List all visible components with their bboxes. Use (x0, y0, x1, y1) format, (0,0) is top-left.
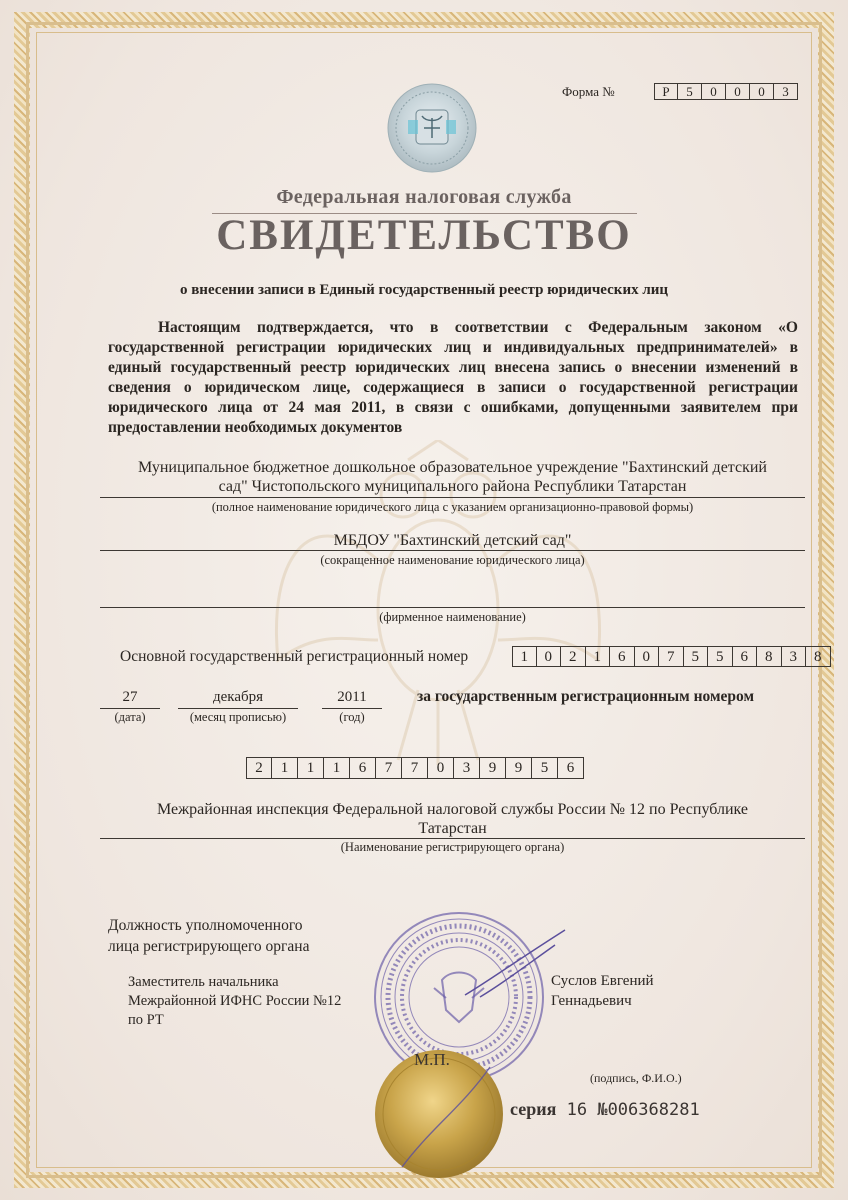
stamp-place-label: М.П. (414, 1050, 450, 1069)
full-name-underline (100, 497, 805, 498)
grn-digit: 9 (480, 757, 506, 779)
ogrn-digit: 8 (757, 646, 782, 667)
ogrn-digit: 1 (512, 646, 537, 667)
form-code-cell: 0 (750, 83, 774, 100)
position-label-line2: лица регистрирующего органа (108, 938, 310, 955)
ogrn-label: Основной государственный регистрационный номер (120, 648, 469, 665)
date-year: 2011 (337, 689, 367, 705)
certificate-subtitle: о внесении записи в Единый государственный реестр юридических лиц (179, 282, 669, 298)
certificate-title: СВИДЕТЕЛЬСТВО (216, 212, 632, 259)
date-month-caption: (месяц прописью) (189, 710, 287, 724)
grn-digit: 1 (272, 757, 298, 779)
date-day: 27 (122, 689, 138, 705)
form-code-cell: Р (654, 83, 678, 100)
signatory-name-line2: Геннадьевич (551, 993, 632, 1009)
entity-short-name: МБДОУ "Бахтинский детский сад" (333, 532, 572, 549)
agency-name: Федеральная налоговая служба (276, 186, 572, 208)
grn-digit: 0 (428, 757, 454, 779)
brand-name-caption: (фирменное наименование) (379, 610, 526, 624)
brand-name-underline (100, 607, 805, 608)
ogrn-digit: 0 (635, 646, 660, 667)
ogrn-digit: 8 (806, 646, 831, 667)
form-code-cell: 3 (774, 83, 798, 100)
grn-digit: 3 (454, 757, 480, 779)
short-name-underline (100, 550, 805, 551)
ogrn-digit: 1 (586, 646, 611, 667)
entity-full-name-line2: сад" Чистопольского муниципального района Республики Татарстан (218, 478, 687, 495)
ogrn-digit: 5 (684, 646, 709, 667)
date-day-caption: (дата) (114, 710, 146, 724)
series-number (510, 1099, 700, 1120)
authority-underline (100, 838, 805, 839)
form-code-cells (654, 83, 798, 100)
ogrn-digit: 6 (733, 646, 758, 667)
grn-digit: 2 (246, 757, 272, 779)
position-label (108, 915, 309, 957)
grn-cells (246, 757, 584, 779)
form-label: Форма № (562, 84, 615, 99)
position-line3: по РТ (128, 1012, 164, 1028)
date-day-underline (100, 708, 160, 709)
grn-digit: 6 (558, 757, 584, 779)
authority-name-line2: Татарстан (418, 820, 487, 837)
grn-digit: 5 (532, 757, 558, 779)
grn-digit: 9 (506, 757, 532, 779)
ogrn-digit: 5 (708, 646, 733, 667)
position-line2: Межрайонной ИФНС России №12 (128, 993, 342, 1009)
short-name-caption: (сокращенное наименование юридического лица) (320, 553, 585, 567)
entity-full-name-line1: Муниципальное бюджетное дошкольное образовательное учреждение "Бахтинский детский (138, 459, 767, 476)
grn-digit: 1 (298, 757, 324, 779)
ogrn-cells (512, 646, 831, 667)
position-label-line1: Должность уполномоченного (108, 917, 303, 934)
hologram-emblem-icon (386, 82, 478, 174)
number-prefix: № (597, 1100, 608, 1120)
grn-digit: 7 (402, 757, 428, 779)
form-code-cell: 5 (678, 83, 702, 100)
date-month: декабря (212, 689, 264, 705)
signatory-name-line1: Суслов Евгений (551, 973, 654, 989)
ogrn-digit: 2 (561, 646, 586, 667)
form-code-cell: 0 (702, 83, 726, 100)
grn-digit: 1 (324, 757, 350, 779)
certificate-number: 006368281 (607, 1100, 700, 1120)
ogrn-digit: 0 (537, 646, 562, 667)
series-value: 16 (566, 1100, 588, 1120)
confirmation-paragraph: Настоящим подтверждается, что в соответствии с Федеральным законом «О государственной регистрации юридических лиц и индивидуальных предпринимателей» в единый государственный реестр юридических лиц внесена запись о внесении изменений в сведения о юридическом лице, содержащиеся в записи о государственной регистрации юридического лица от 24 мая 2011, в связи с ошибками, допущенными заявителем при предоставлении необходимых документов (108, 319, 798, 436)
date-month-underline (178, 708, 298, 709)
full-name-caption: (полное наименование юридического лица с указанием организационно-правовой формы) (211, 500, 694, 514)
date-year-underline (322, 708, 382, 709)
authority-name-line1: Межрайонная инспекция Федеральной налоговой службы России № 12 по Республике (156, 801, 749, 818)
grn-label: за государственным регистрационным номером (417, 688, 755, 705)
date-year-caption: (год) (339, 710, 365, 724)
ogrn-digit: 3 (782, 646, 807, 667)
ogrn-digit: 6 (610, 646, 635, 667)
authority-caption: (Наименование регистрирующего органа) (340, 840, 565, 854)
signatory-name (551, 971, 654, 1011)
position-line1: Заместитель начальника (128, 974, 279, 990)
series-label: серия (510, 1099, 557, 1119)
ogrn-digit: 7 (659, 646, 684, 667)
position-value (128, 973, 341, 1030)
grn-digit: 6 (350, 757, 376, 779)
signature-caption: (подпись, Ф.И.О.) (590, 1071, 682, 1085)
grn-digit: 7 (376, 757, 402, 779)
form-code-cell: 0 (726, 83, 750, 100)
